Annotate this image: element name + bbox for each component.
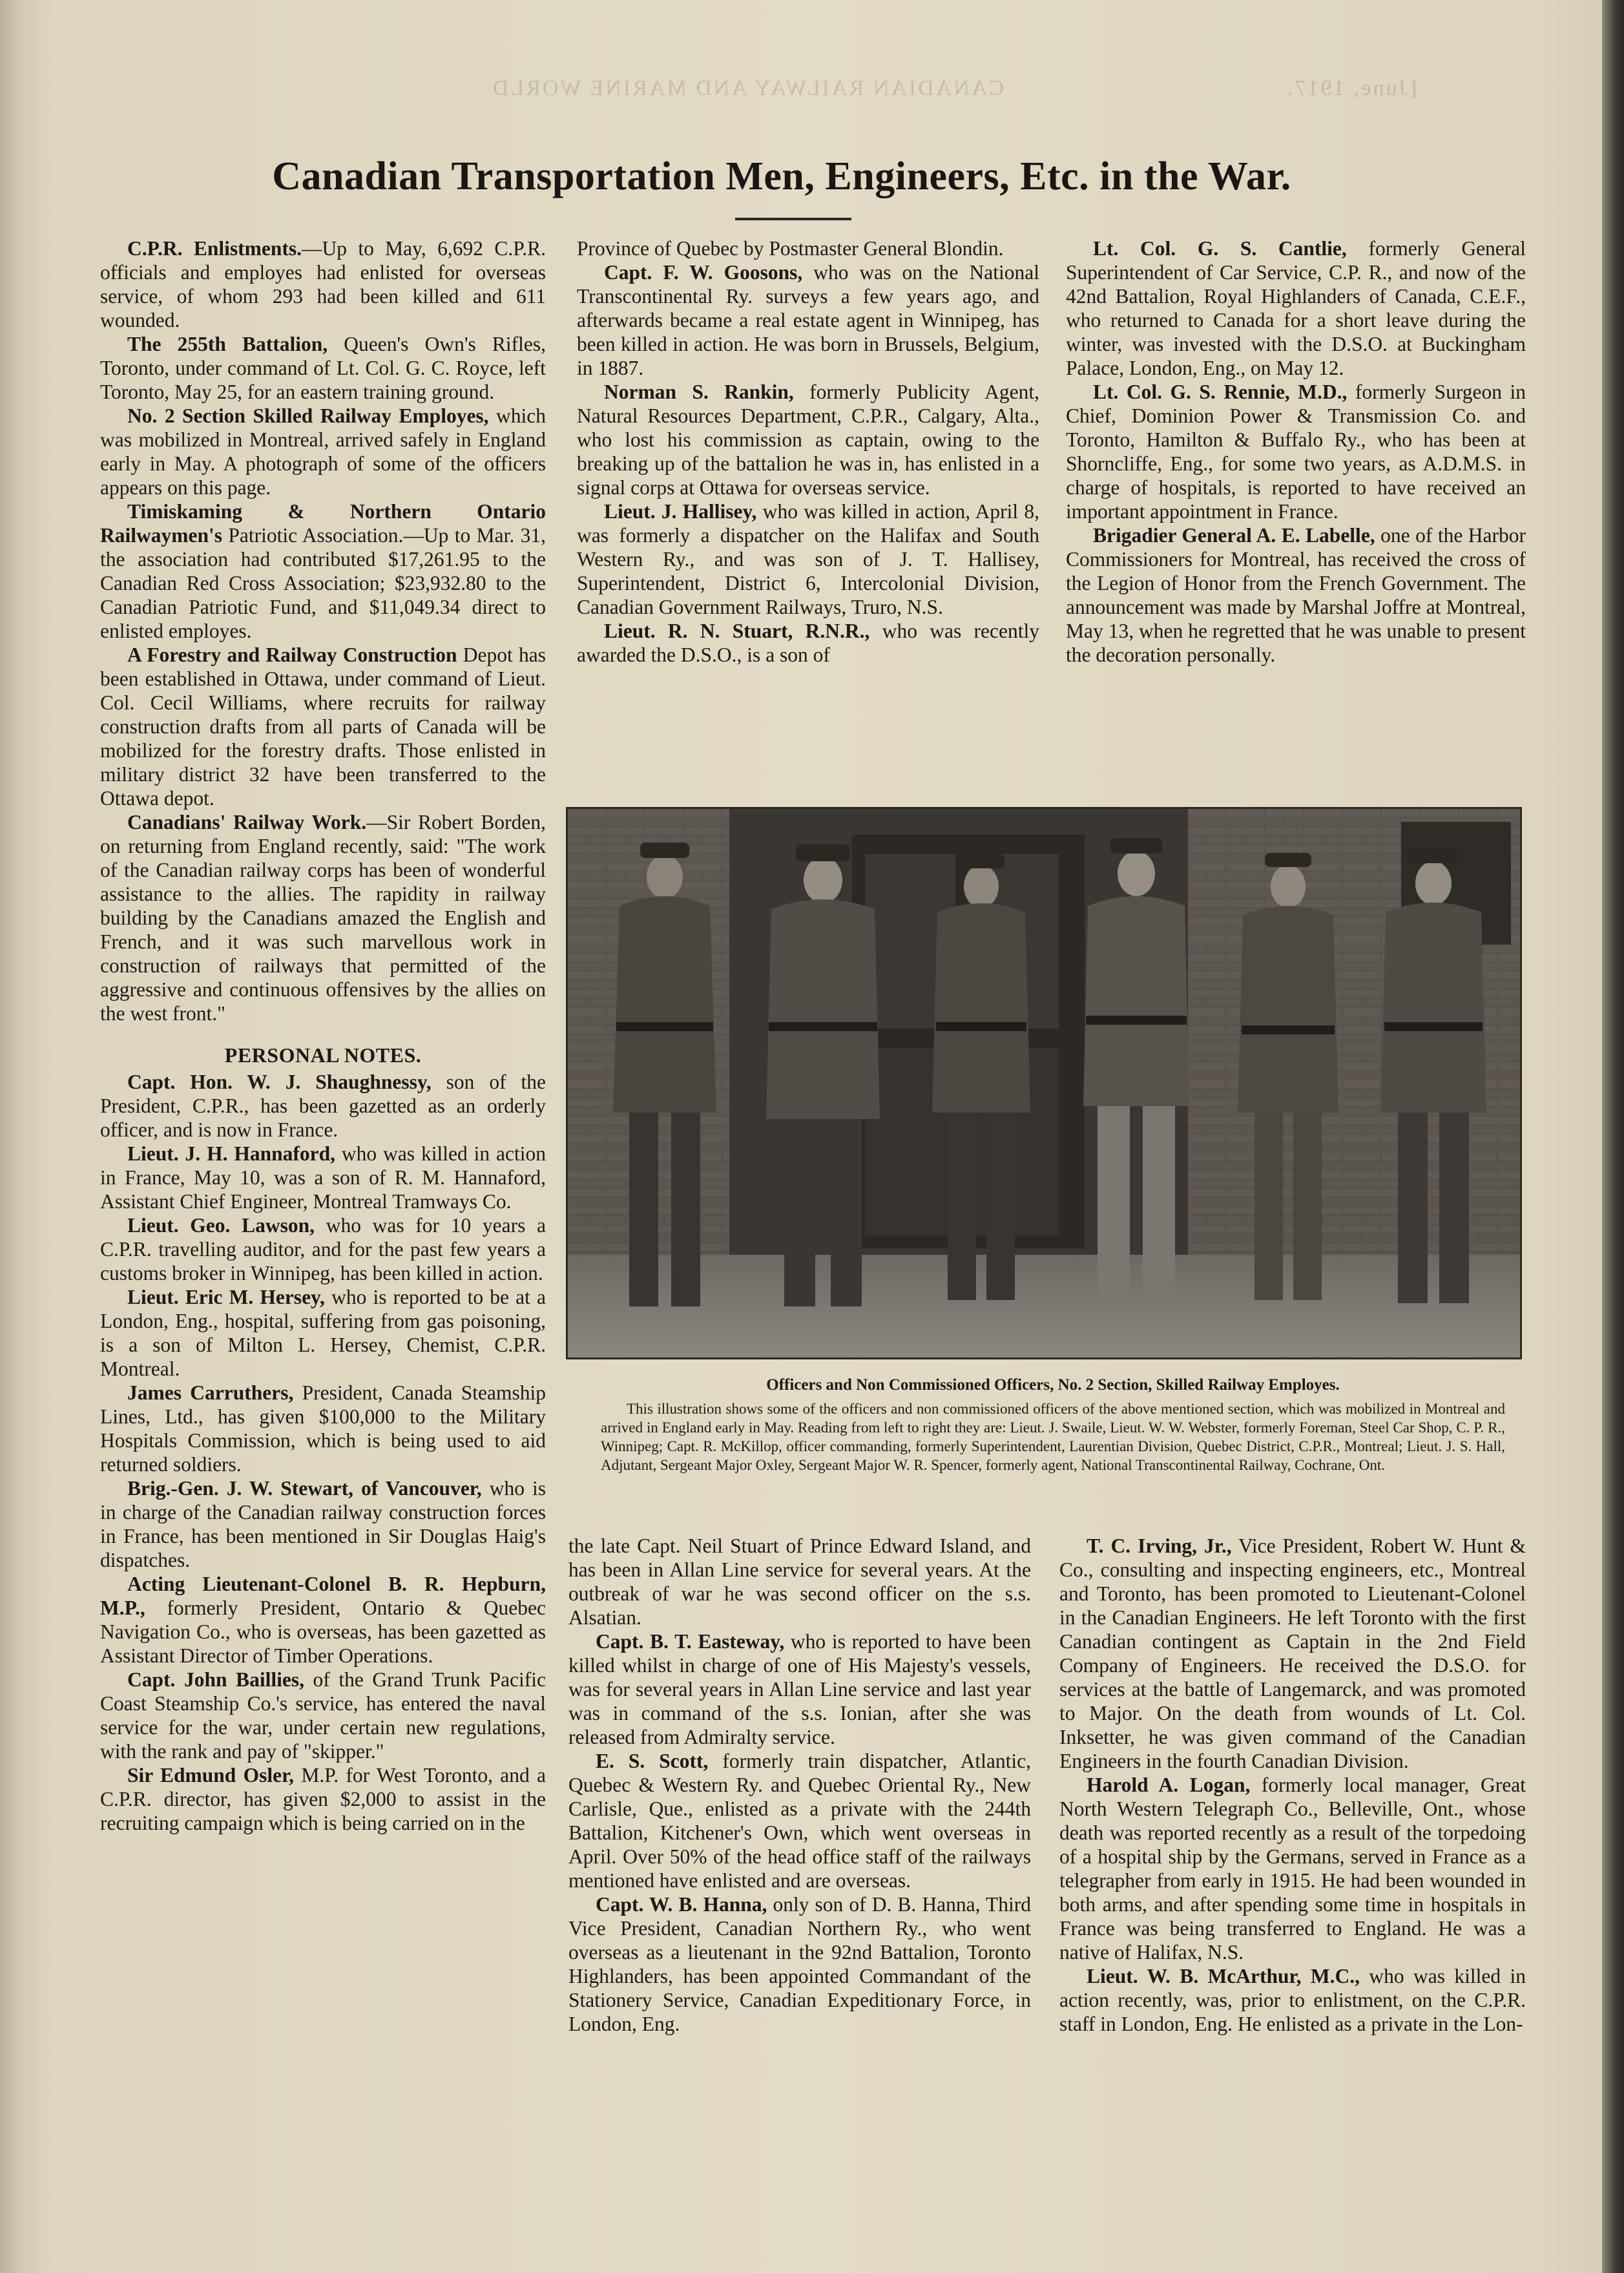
article-lead: Lieut. Geo. Lawson,	[127, 1214, 315, 1237]
bleed-through-header-right: CANADIAN RAILWAY AND MARINE WORLD	[491, 76, 1005, 100]
article-paragraph	[100, 643, 546, 810]
photo-caption	[601, 1376, 1505, 1474]
page-title: Canadian Transportation Men, Engineers, Etc. in the War.	[272, 154, 1291, 198]
article-paragraph	[577, 619, 1039, 667]
article-lead: Canadians' Railway Work.	[127, 811, 367, 833]
article-paragraph	[577, 380, 1039, 499]
article-paragraph	[568, 1749, 1031, 1892]
col4-articles	[568, 1534, 1031, 2036]
column-3	[1066, 236, 1526, 667]
title-rule	[735, 218, 851, 220]
article-paragraph	[100, 1476, 546, 1572]
article-lead: The 255th Battalion,	[127, 333, 328, 355]
article-text: who was killed in action in France, May 10, was a son of R. M. Hannaford, Assistant Chief Engineer, Montreal Tramways Co.	[100, 1142, 546, 1213]
article-text: President, Canada Steamship Lines, Ltd., has given $100,000 to the Military Hospitals Commission, which is being used to aid returned soldiers.	[100, 1381, 546, 1476]
article-paragraph	[577, 260, 1039, 380]
article-paragraph	[568, 1629, 1031, 1749]
article-paragraph	[1059, 1534, 1526, 1773]
column-1	[100, 236, 546, 1835]
article-paragraph	[100, 810, 546, 1025]
article-text: —Up to May, 6,692 C.P.R. officials and employes had enlisted for overseas service, of whom 293 had been killed and 611 wounded.	[100, 237, 546, 331]
article-paragraph	[100, 332, 546, 404]
article-lead: James Carruthers,	[127, 1381, 294, 1404]
article-paragraph	[100, 404, 546, 499]
column-2	[577, 236, 1039, 667]
article-text: formerly President, Ontario & Quebec Navigation Co., who is overseas, has been gazetted as Assistant Director of Timber Operations.	[100, 1597, 546, 1667]
article-text: who was killed in action recently, was, prior to enlistment, on the C.P.R. staff in London, Eng. He enlisted as a private in the Lon-	[1059, 1965, 1526, 2035]
article-text: who was killed in action, April 8, was formerly a dispatcher on the Halifax and South Western Ry., and was son of J. T. Hallisey, Superintendent, District 6, Intercolonial Division, Canadian Government Railways, Truro, N.S.	[577, 500, 1039, 618]
article-lead: Timiskaming & Northern Ontario Railwaymen's	[100, 500, 546, 547]
article-text: formerly train dispatcher, Atlantic, Quebec & Western Ry. and Quebec Oriental Ry., New Carlisle, Que., enlisted as a private with the 244th Battalion, Kitchener's Own, which went overseas in April. Over 50% of the head office staff of the railways mentioned have enlisted and are overseas.	[568, 1750, 1031, 1892]
article-paragraph	[100, 1070, 546, 1142]
article-text: Vice President, Robert W. Hunt & Co., consulting and inspecting engineers, etc., Montreal and Toronto, has been promoted to Lieutenant-Colonel in the Canadian Engineers. He left Toronto with the first Canadian contingent as Captain in the 2nd Field Company of Engineers. He received the D.S.O. for services at the battle of Langemarck, and was promoted to Major. On the death from wounds of Lt. Col. Inksetter, he was given command of the Canadian Engineers in the fourth Canadian Division.	[1059, 1535, 1526, 1772]
bleed-through-header-left: [June, 1917.	[1286, 76, 1417, 100]
col2-articles	[577, 236, 1039, 667]
article-text: who was recently awarded the D.S.O., is a son of	[577, 620, 1039, 666]
article-lead: Lieut. W. B. McArthur, M.C.,	[1087, 1965, 1360, 1987]
article-paragraph	[100, 1381, 546, 1476]
article-paragraph	[1066, 523, 1526, 667]
photo-caption-title: Officers and Non Commissioned Officers, No. 2 Section, Skilled Railway Employes.	[766, 1376, 1340, 1394]
article-lead: T. C. Irving, Jr.,	[1087, 1535, 1232, 1557]
article-paragraph	[100, 1213, 546, 1285]
photo-illustration	[568, 809, 1520, 1357]
col5-articles	[1059, 1534, 1526, 2036]
article-lead: Brigadier General A. E. Labelle,	[1093, 524, 1375, 547]
article-text: Patriotic Association.—Up to Mar. 31, the association had contributed $17,261.95 to the Canadian Red Cross Association; $23,932.80 to the Canadian Patriotic Fund, and $11,049.34 direct to enlisted employes.	[100, 524, 546, 642]
page-binding-edge	[1602, 0, 1624, 2273]
col1-articles	[100, 236, 546, 1025]
article-paragraph	[100, 499, 546, 643]
article-text: formerly local manager, Great North Western Telegraph Co., Belleville, Ont., whose death was reported recently as a result of the torpedoing of a hospital ship by the Germans, served in France as a telegrapher from early in 1915. He had been wounded in both arms, and after spending some time in hospitals in France was being transferred to England. He was a native of Halifax, N.S.	[1059, 1774, 1526, 1964]
article-paragraph	[100, 1142, 546, 1213]
article-lead: Lt. Col. G. S. Cantlie,	[1093, 237, 1347, 260]
article-text: who was for 10 years a C.P.R. travelling auditor, and for the past few years a customs broker in Winnipeg, has been killed in action.	[100, 1214, 546, 1284]
photo-caption-text: This illustration shows some of the officers and non commissioned officers of the above mentioned section, which was mobilized in Montreal and arrived in England early in May. Reading from left to right they are: Lieut. J. Swaile, Lieut. W. W. Webster, formerly Foreman, Steel Car Shop, C. P. R., Winnipeg; Capt. R. McKillop, officer commanding, formerly Superintendent, Laurentian Division, Quebec District, C.P.R., Montreal; Lieut. J. S. Hall, Adjutant, Sergeant Major Oxley, Sergeant Major W. R. Spencer, formerly agent, National Transcontinental Railway, Cochrane, Ont.	[601, 1401, 1505, 1473]
article-text: formerly Publicity Agent, Natural Resources Department, C.P.R., Calgary, Alta., who lost his commission as captain, owing to the breaking up of the battalion he was in, has enlisted in a signal corps at Ottawa for overseas service.	[577, 381, 1039, 499]
article-lead: Capt. Hon. W. J. Shaughnessy,	[127, 1071, 432, 1093]
article-text: who is in charge of the Canadian railway construction forces in France, has been mentioned in Sir Douglas Haig's dispatches.	[100, 1477, 546, 1571]
article-text: the late Capt. Neil Stuart of Prince Edward Island, and has been in Allan Line service for several years. At the outbreak of war he was second officer on the s.s. Alsatian.	[568, 1535, 1031, 1629]
column-5	[1059, 1534, 1526, 2036]
personal-notes-heading: PERSONAL NOTES.	[224, 1043, 422, 1067]
article-paragraph	[577, 236, 1039, 260]
article-text: one of the Harbor Commissioners for Montreal, has received the cross of the Legion of Honor from the French Government. The announcement was made by Marshal Joffre at Montreal, May 13, when he regretted that he was unable to present the decoration personally.	[1066, 524, 1526, 666]
article-paragraph	[100, 236, 546, 332]
article-text: son of the President, C.P.R., has been gazetted as an orderly officer, and is now in France.	[100, 1071, 547, 1141]
article-paragraph	[100, 1572, 546, 1668]
article-paragraph	[1066, 380, 1526, 523]
article-lead: Norman S. Rankin,	[604, 381, 794, 403]
article-text: formerly General Superintendent of Car Service, C.P. R., and now of the 42nd Battalion, Royal Highlanders of Canada, C.E.F., who returned to Canada for a short leave during the winter, was invested with the D.S.O. at Buckingham Palace, London, Eng., on May 12.	[1066, 237, 1526, 379]
article-paragraph	[568, 1534, 1031, 1629]
article-text: —Sir Robert Borden, on returning from England recently, said: "The work of the Canadian railway corps has been of wonderful assistance to the allies. The rapidity in railway building by the Canadians amazed the English and French, and it was such marvellous work in construction of railways that permitted of the aggressive and continuous offensives by the allies on the west front."	[100, 811, 546, 1025]
article-lead: Lieut. J. Hallisey,	[604, 500, 757, 523]
article-paragraph	[100, 1668, 546, 1763]
article-lead: Lieut. R. N. Stuart, R.N.R.,	[604, 620, 870, 642]
article-paragraph	[1059, 1964, 1526, 2036]
article-text: who is reported to be at a London, Eng., hospital, suffering from gas poisoning, is a son of Milton L. Hersey, Chemist, C.P.R. Montreal.	[100, 1286, 546, 1380]
article-text: Province of Quebec by Postmaster General Blondin.	[577, 237, 1004, 260]
article-text: Depot has been established in Ottawa, under command of Lieut. Col. Cecil Williams, where recruits for railway construction drafts from all parts of Canada will be mobilized for the forestry drafts. Those enlisted in military district 32 have been transferred to the Ottawa depot.	[100, 644, 546, 810]
article-text: who was on the National Transcontinental Ry. surveys a few years ago, and afterwards became a real estate agent in Winnipeg, has been killed in action. He was born in Brussels, Belgium, in 1887.	[577, 261, 1039, 379]
article-lead: Acting Lieutenant-Colonel B. R. Hepburn, M.P.,	[100, 1573, 546, 1619]
column-4	[568, 1534, 1031, 2036]
article-lead: C.P.R. Enlistments.	[127, 237, 302, 260]
article-lead: Capt. B. T. Easteway,	[596, 1630, 785, 1653]
article-lead: Sir Edmund Osler,	[127, 1764, 295, 1786]
group-photograph	[566, 807, 1522, 1359]
article-text: of the Grand Trunk Pacific Coast Steamship Co.'s service, has entered the naval service for the war, under certain new regulations, with the rank and pay of "skipper."	[100, 1668, 547, 1763]
article-text: only son of D. B. Hanna, Third Vice President, Canadian Northern Ry., who went overseas as a lieutenant in the 92nd Battalion, Toronto Highlanders, has been appointed Commandant of the Stationery Service, Canadian Expeditionary Force, in London, Eng.	[568, 1893, 1031, 2035]
article-lead: Lieut. J. H. Hannaford,	[127, 1142, 336, 1165]
article-lead: Capt. John Baillies,	[127, 1668, 304, 1691]
article-paragraph	[1059, 1773, 1526, 1964]
col3-articles	[1066, 236, 1526, 667]
article-text: Queen's Own's Rifles, Toronto, under command of Lt. Col. G. C. Royce, left Toronto, May 25, for an eastern training ground.	[100, 333, 546, 403]
article-paragraph	[100, 1763, 546, 1835]
article-text: which was mobilized in Montreal, arrived safely in England early in May. A photograph of some of the officers appears on this page.	[100, 404, 546, 499]
article-text: who is reported to have been killed whilst in charge of one of His Majesty's vessels, was for several years in Allan Line service and last year was in command of the s.s. Ionian, after she was released from Admiralty service.	[568, 1630, 1031, 1748]
article-lead: Lieut. Eric M. Hersey,	[127, 1286, 325, 1308]
article-paragraph	[568, 1892, 1031, 2036]
col1-notes	[100, 1070, 546, 1835]
article-lead: Lt. Col. G. S. Rennie, M.D.,	[1093, 381, 1348, 403]
article-paragraph	[577, 499, 1039, 619]
article-lead: No. 2 Section Skilled Railway Employes,	[127, 404, 489, 427]
article-paragraph	[100, 1285, 546, 1381]
article-lead: Capt. F. W. Goosons,	[604, 261, 803, 284]
article-lead: A Forestry and Railway Construction	[127, 644, 457, 666]
article-paragraph	[1066, 236, 1526, 380]
article-lead: Brig.-Gen. J. W. Stewart, of Vancouver,	[127, 1477, 482, 1500]
article-lead: E. S. Scott,	[596, 1750, 709, 1772]
article-text: M.P. for West Toronto, and a C.P.R. director, has given $2,000 to assist in the recruiting campaign which is being carried on in the	[100, 1764, 547, 1834]
article-lead: Harold A. Logan,	[1087, 1774, 1251, 1796]
article-text: formerly Surgeon in Chief, Dominion Power & Transmission Co. and Toronto, Hamilton & Buffalo Ry., who has been at Shorncliffe, Eng., for some two years, as A.D.M.S. in charge of hospitals, is reported to have received an important appointment in France.	[1066, 381, 1526, 523]
article-lead: Capt. W. B. Hanna,	[596, 1893, 767, 1916]
